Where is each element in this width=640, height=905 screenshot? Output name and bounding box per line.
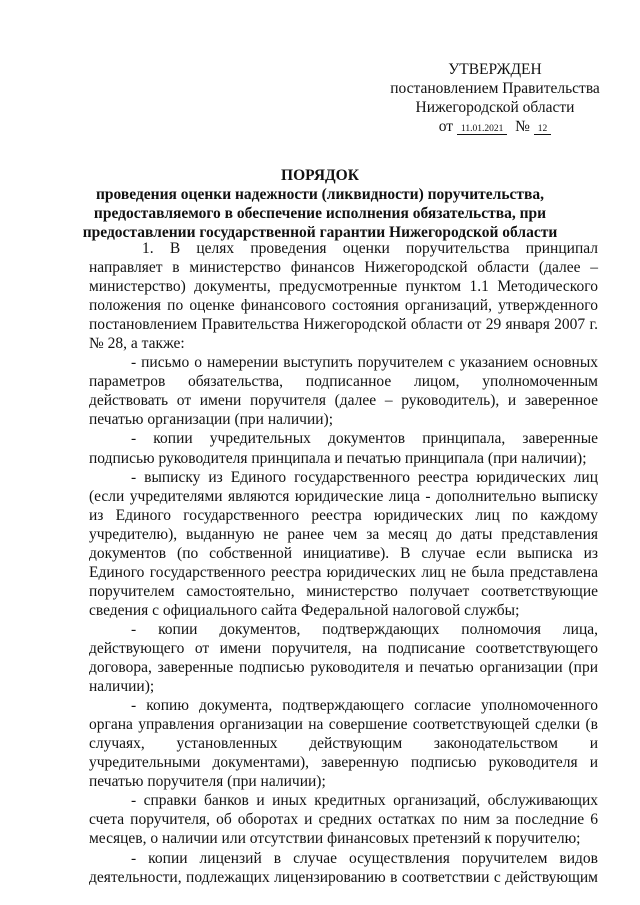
approval-stamp: [390, 60, 600, 139]
paragraph-5: - копии документов, подтверждающих полномочия лица, действующего от имени поручителя, на подписание соответствующего договора, заверенные подписью руководителя и печатью организации (при наличии);: [89, 620, 598, 696]
approval-date-number-line: [390, 117, 600, 139]
title-line-2: предоставляемого в обеспечение исполнения обязательства, при: [93, 205, 547, 222]
title-line-3: предоставлении государственной гарантии Нижегородской области: [82, 224, 558, 241]
approval-date: 11.01.2021: [457, 124, 507, 135]
approval-heading: УТВЕРЖДЕН: [448, 61, 542, 78]
paragraph-1: 1. В целях проведения оценки поручительства принципал направляет в министерство финансов Нижегородской области (далее – министерство) документы, предусмотренные пунктом 1.1 Методического положения по оценке финансового состояния организаций, утвержденного постановлением Правительства Нижегородской области от 29 января 2007 г. № 28, а также:: [89, 240, 598, 353]
document-body: [89, 239, 598, 887]
approval-number: 12: [534, 124, 552, 135]
title-line-1: проведения оценки надежности (ликвидности) поручительства,: [95, 186, 545, 203]
approval-line-decree: постановлением Правительства: [390, 80, 600, 97]
paragraph-4: - выписку из Единого государственного реестра юридических лиц (если учредителями являются юридические лица - дополнительно выписку из Единого государственного реестра юридических лиц по каждому учредителю), выданную не ранее чем за месяц до даты представления документов (по собственной инициативе). В случае если выписка из Единого государственного реестра юридических лиц не была представлена поручителем самостоятельно, министерство получает соответствующие сведения с официального сайта Федеральной налоговой службы;: [89, 468, 598, 619]
paragraph-8: - копии лицензий в случае осуществления поручителем видов деятельности, подлежащих лицензированию в соответствии с действующим: [89, 849, 598, 886]
document-title: [70, 166, 570, 242]
paragraph-6: - копию документа, подтверждающего согласие уполномоченного органа управления организации на совершение соответствующей сделки (в случаях, установленных действующим законодательством и учредительными документами), заверенную подписью руководителя и печатью поручителя (при наличии);: [89, 697, 598, 791]
title-heading: ПОРЯДОК: [281, 167, 359, 184]
number-label: №: [515, 118, 530, 135]
approval-line-region: Нижегородской области: [415, 99, 575, 116]
paragraph-7: - справки банков и иных кредитных организаций, обслуживающих счета поручителя, об оборотах и средних остатках по ним за последние 6 месяцев, о наличии или отсутствии финансовых претензий к поручителю;: [89, 792, 598, 848]
paragraph-3: - копии учредительных документов принципала, заверенные подписью руководителя принципала и печатью принципала (при наличии);: [89, 430, 598, 467]
paragraph-2: - письмо о намерении выступить поручителем с указанием основных параметров обязательства, подписанное лицом, уполномоченным действовать от имени поручителя (далее – руководитель), и заверенное печатью организации (при наличии);: [89, 354, 598, 429]
from-label: от: [438, 118, 454, 135]
